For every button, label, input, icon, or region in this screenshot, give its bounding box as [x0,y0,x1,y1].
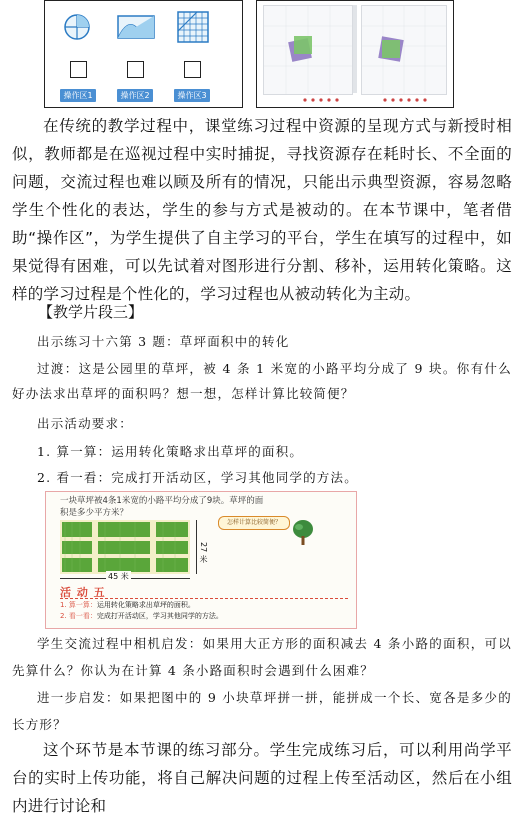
hint-bubble: 怎样计算比较简便？ [218,516,290,530]
student-discussion-text: 学生交流过程中相机启发：如果用大正方形的面积减去 4 条小路的面积，可以先算什么？你认为在计算 4 条小路面积时会遇到什么困难？ [12,636,512,678]
requirement-item-1: 1. 算一算：运用转化策略求出草坪的面积。 [37,444,304,459]
exercise-question: 一块草坪被4条1米宽的小路平均分成了9块。草坪的面积是多少平方米？ [60,496,264,518]
activity-step-1-head: 1. 算一算： [60,601,97,609]
height-label: 27 米 [199,542,208,563]
grid-shape [177,11,209,43]
exercise-title-line: 出示练习十六第 3 题：草坪面积中的转化 [37,334,290,349]
activity-title: 活 动 五 [60,586,106,599]
operation-area-figure [44,0,243,108]
activity-step-1 [60,600,195,611]
answer-box-3[interactable] [184,61,201,78]
work-panel-left [263,5,353,95]
wave-shape [117,15,155,39]
answer-box-1[interactable] [70,61,87,78]
circle-shape [63,13,91,41]
scrollbar-left[interactable] [353,5,357,93]
activity-step-2-text: 完成打开活动区，学习其他同学的方法。 [96,612,223,620]
activity-requirement-heading: 出示活动要求： [37,416,133,431]
width-label: 45 米 [108,572,129,581]
paragraph-practice-section: 这个环节是本节课的练习部分。学生完成练习后，可以利用尚学平台的实时上传功能，将自己解决问题的过程上传至活动区，然后在小组内进行讨论和 [12,741,512,815]
rotated-square-figure-left [264,6,352,94]
rotated-square-figure-right [362,6,446,94]
student-work-screenshot [256,0,454,108]
lawn-exercise-figure [45,491,357,629]
operation-area-button-2[interactable]: 操作区2 [117,89,153,102]
activity-step-2 [60,611,223,622]
activity-step-1-text: 运用转化策略求出草坪的面积。 [96,601,195,609]
operation-area-button-3[interactable]: 操作区3 [174,89,210,102]
toolbar-icons[interactable] [301,96,451,104]
operation-area-button-1[interactable]: 操作区1 [60,89,96,102]
paragraph-traditional-teaching: 在传统的教学过程中，课堂练习过程中资源的呈现方式与新授时相似，教师都是在巡视过程中实时捕捉，寻找资源存在耗时长、不全面的问题，交流过程也难以顾及所有的情况，只能出示典型资源，容易忽略学生个性化的表达，学生的参与方式是被动的。在本节课中，笔者借助“操作区”，为学生提供了自主学习的平台，学生在填写的过程中，如果觉得有困难，可以先试着对图形进行分割、移补，运用转化策略。这样的学习过程是个性化的，学习过程也从被动转化为主动。 [12,117,512,303]
transition-text: 过渡：这是公园里的草坪，被 4 条 1 米宽的小路平均分成了 9 块。你有什么好办法求出草坪的面积吗？想一想，怎样计算比较简便？ [12,361,512,401]
tree-icon [290,518,316,546]
answer-box-2[interactable] [127,61,144,78]
further-inspiration-text: 进一步启发：如果把图中的 9 小块草坪拼一拼，能拼成一个长、宽各是多少的长方形？ [12,690,512,732]
section-heading: 【教学片段三】 [38,303,144,321]
work-panel-right [361,5,447,95]
activity-step-2-head: 2. 看一看： [60,612,97,620]
height-dimension-line [196,520,197,574]
requirement-item-2: 2. 看一看：完成打开活动区，学习其他同学的方法。 [37,470,358,485]
